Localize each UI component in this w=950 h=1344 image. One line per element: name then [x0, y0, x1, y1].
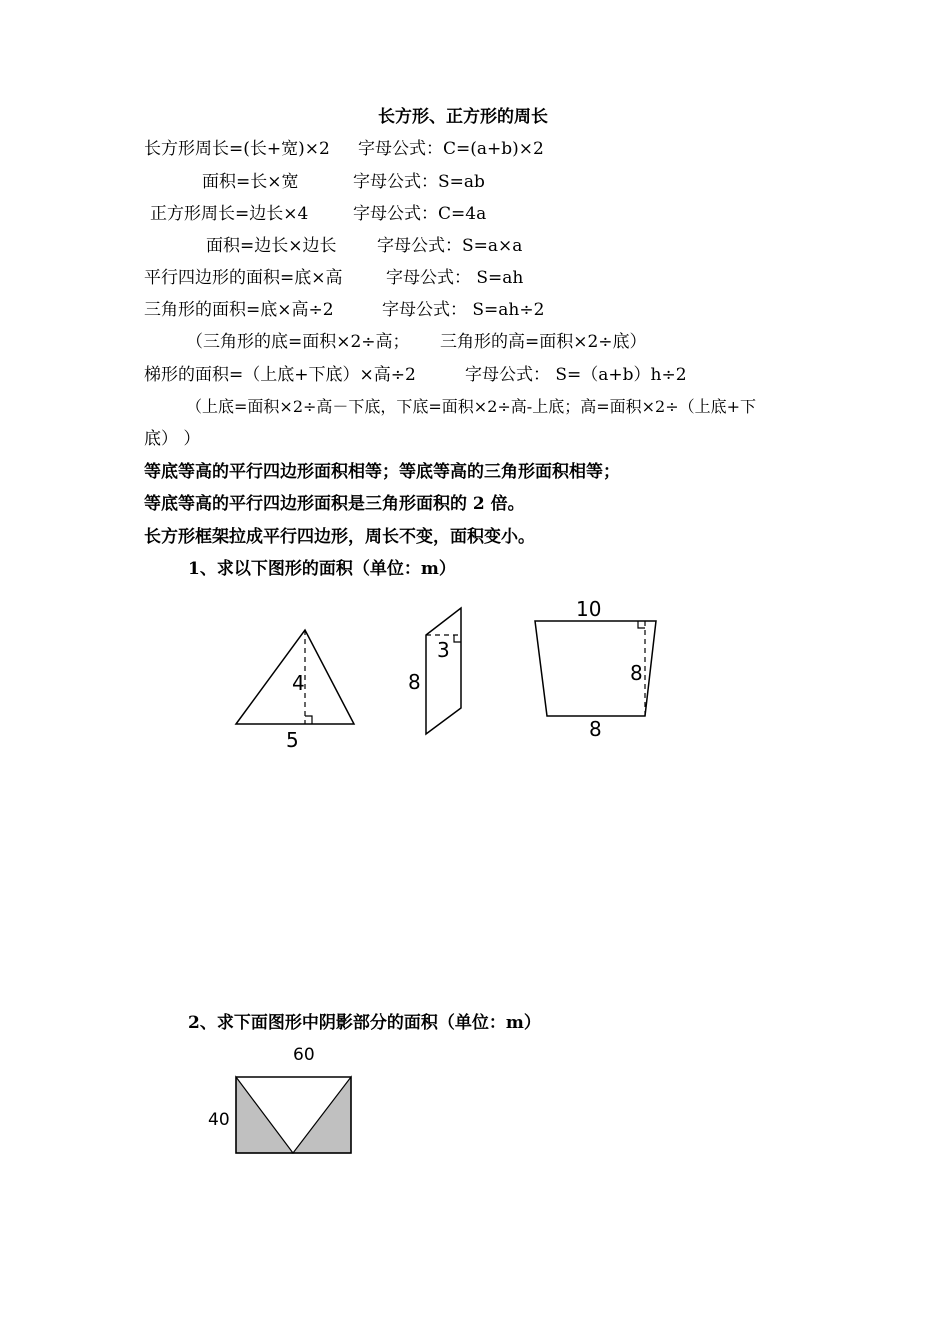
page-title: 长方形、正方形的周长 — [378, 107, 548, 127]
formula-triangle-area-letter: 字母公式： S=ah÷2 — [382, 300, 545, 320]
trapezoid-figure — [535, 597, 656, 741]
formula-square-perimeter-letter: 字母公式：C=4a — [353, 204, 487, 224]
triangle-note-height: 三角形的高=面积×2÷底） — [440, 332, 647, 352]
note-equal-area: 等底等高的平行四边形面积相等；等底等高的三角形面积相等； — [144, 462, 620, 482]
parallelogram-shape — [426, 608, 461, 734]
parallelogram-right-angle-mark — [454, 635, 461, 642]
formula-trapezoid-area: 梯形的面积=（上底+下底）×高÷2 — [144, 365, 416, 385]
formula-parallelogram-area: 平行四边形的面积=底×高 — [144, 268, 343, 288]
question-1: 1、求以下图形的面积（单位：m） — [188, 559, 456, 579]
trapezoid-note-line1: （上底=面积×2÷高－下底，下底=面积×2÷高-上底；高=面积×2÷（上底+下 — [186, 397, 757, 416]
triangle-figure — [236, 630, 354, 752]
triangle-height-label: 4 — [292, 671, 305, 695]
question2-figure — [0, 1040, 950, 1170]
formula-parallelogram-area-letter: 字母公式： S=ah — [386, 268, 524, 288]
parallelogram-figure — [408, 608, 461, 734]
trapezoid-note-line2: 底） ） — [144, 429, 201, 449]
note-double-area: 等底等高的平行四边形面积是三角形面积的 2 倍。 — [144, 494, 525, 514]
triangle-note-base: （三角形的底=面积×2÷高； — [186, 332, 410, 352]
triangle-base-label: 5 — [286, 728, 299, 752]
shaded-right-triangle — [293, 1077, 351, 1153]
formula-square-area-letter: 字母公式：S=a×a — [377, 236, 523, 256]
formula-rect-perimeter-letter: 字母公式：C=(a+b)×2 — [358, 139, 544, 159]
formula-rect-perimeter: 长方形周长=(长+宽)×2 — [144, 139, 330, 159]
formula-rect-area: 面积=长×宽 — [202, 172, 299, 192]
shaded-left-triangle — [236, 1077, 293, 1153]
trapezoid-right-angle-mark — [638, 621, 645, 628]
formula-triangle-area: 三角形的面积=底×高÷2 — [144, 300, 334, 320]
trapezoid-top-label: 10 — [576, 597, 602, 621]
rect-width-label: 60 — [293, 1045, 315, 1065]
rect-height-label: 40 — [208, 1110, 230, 1130]
question1-figures — [0, 590, 950, 760]
triangle-right-angle-mark — [305, 716, 312, 724]
parallelogram-side-label: 8 — [408, 670, 421, 694]
note-frame-stretch: 长方形框架拉成平行四边形，周长不变，面积变小。 — [144, 527, 535, 547]
formula-trapezoid-area-letter: 字母公式： S=（a+b）h÷2 — [465, 365, 687, 385]
formula-rect-area-letter: 字母公式：S=ab — [353, 172, 485, 192]
trapezoid-bottom-label: 8 — [589, 717, 602, 741]
formula-square-perimeter: 正方形周长=边长×4 — [150, 204, 309, 224]
formula-square-area: 面积=边长×边长 — [206, 236, 337, 256]
parallelogram-height-label: 3 — [437, 638, 450, 662]
question-2: 2、求下面图形中阴影部分的面积（单位：m） — [188, 1013, 541, 1033]
trapezoid-height-label: 8 — [630, 661, 643, 685]
